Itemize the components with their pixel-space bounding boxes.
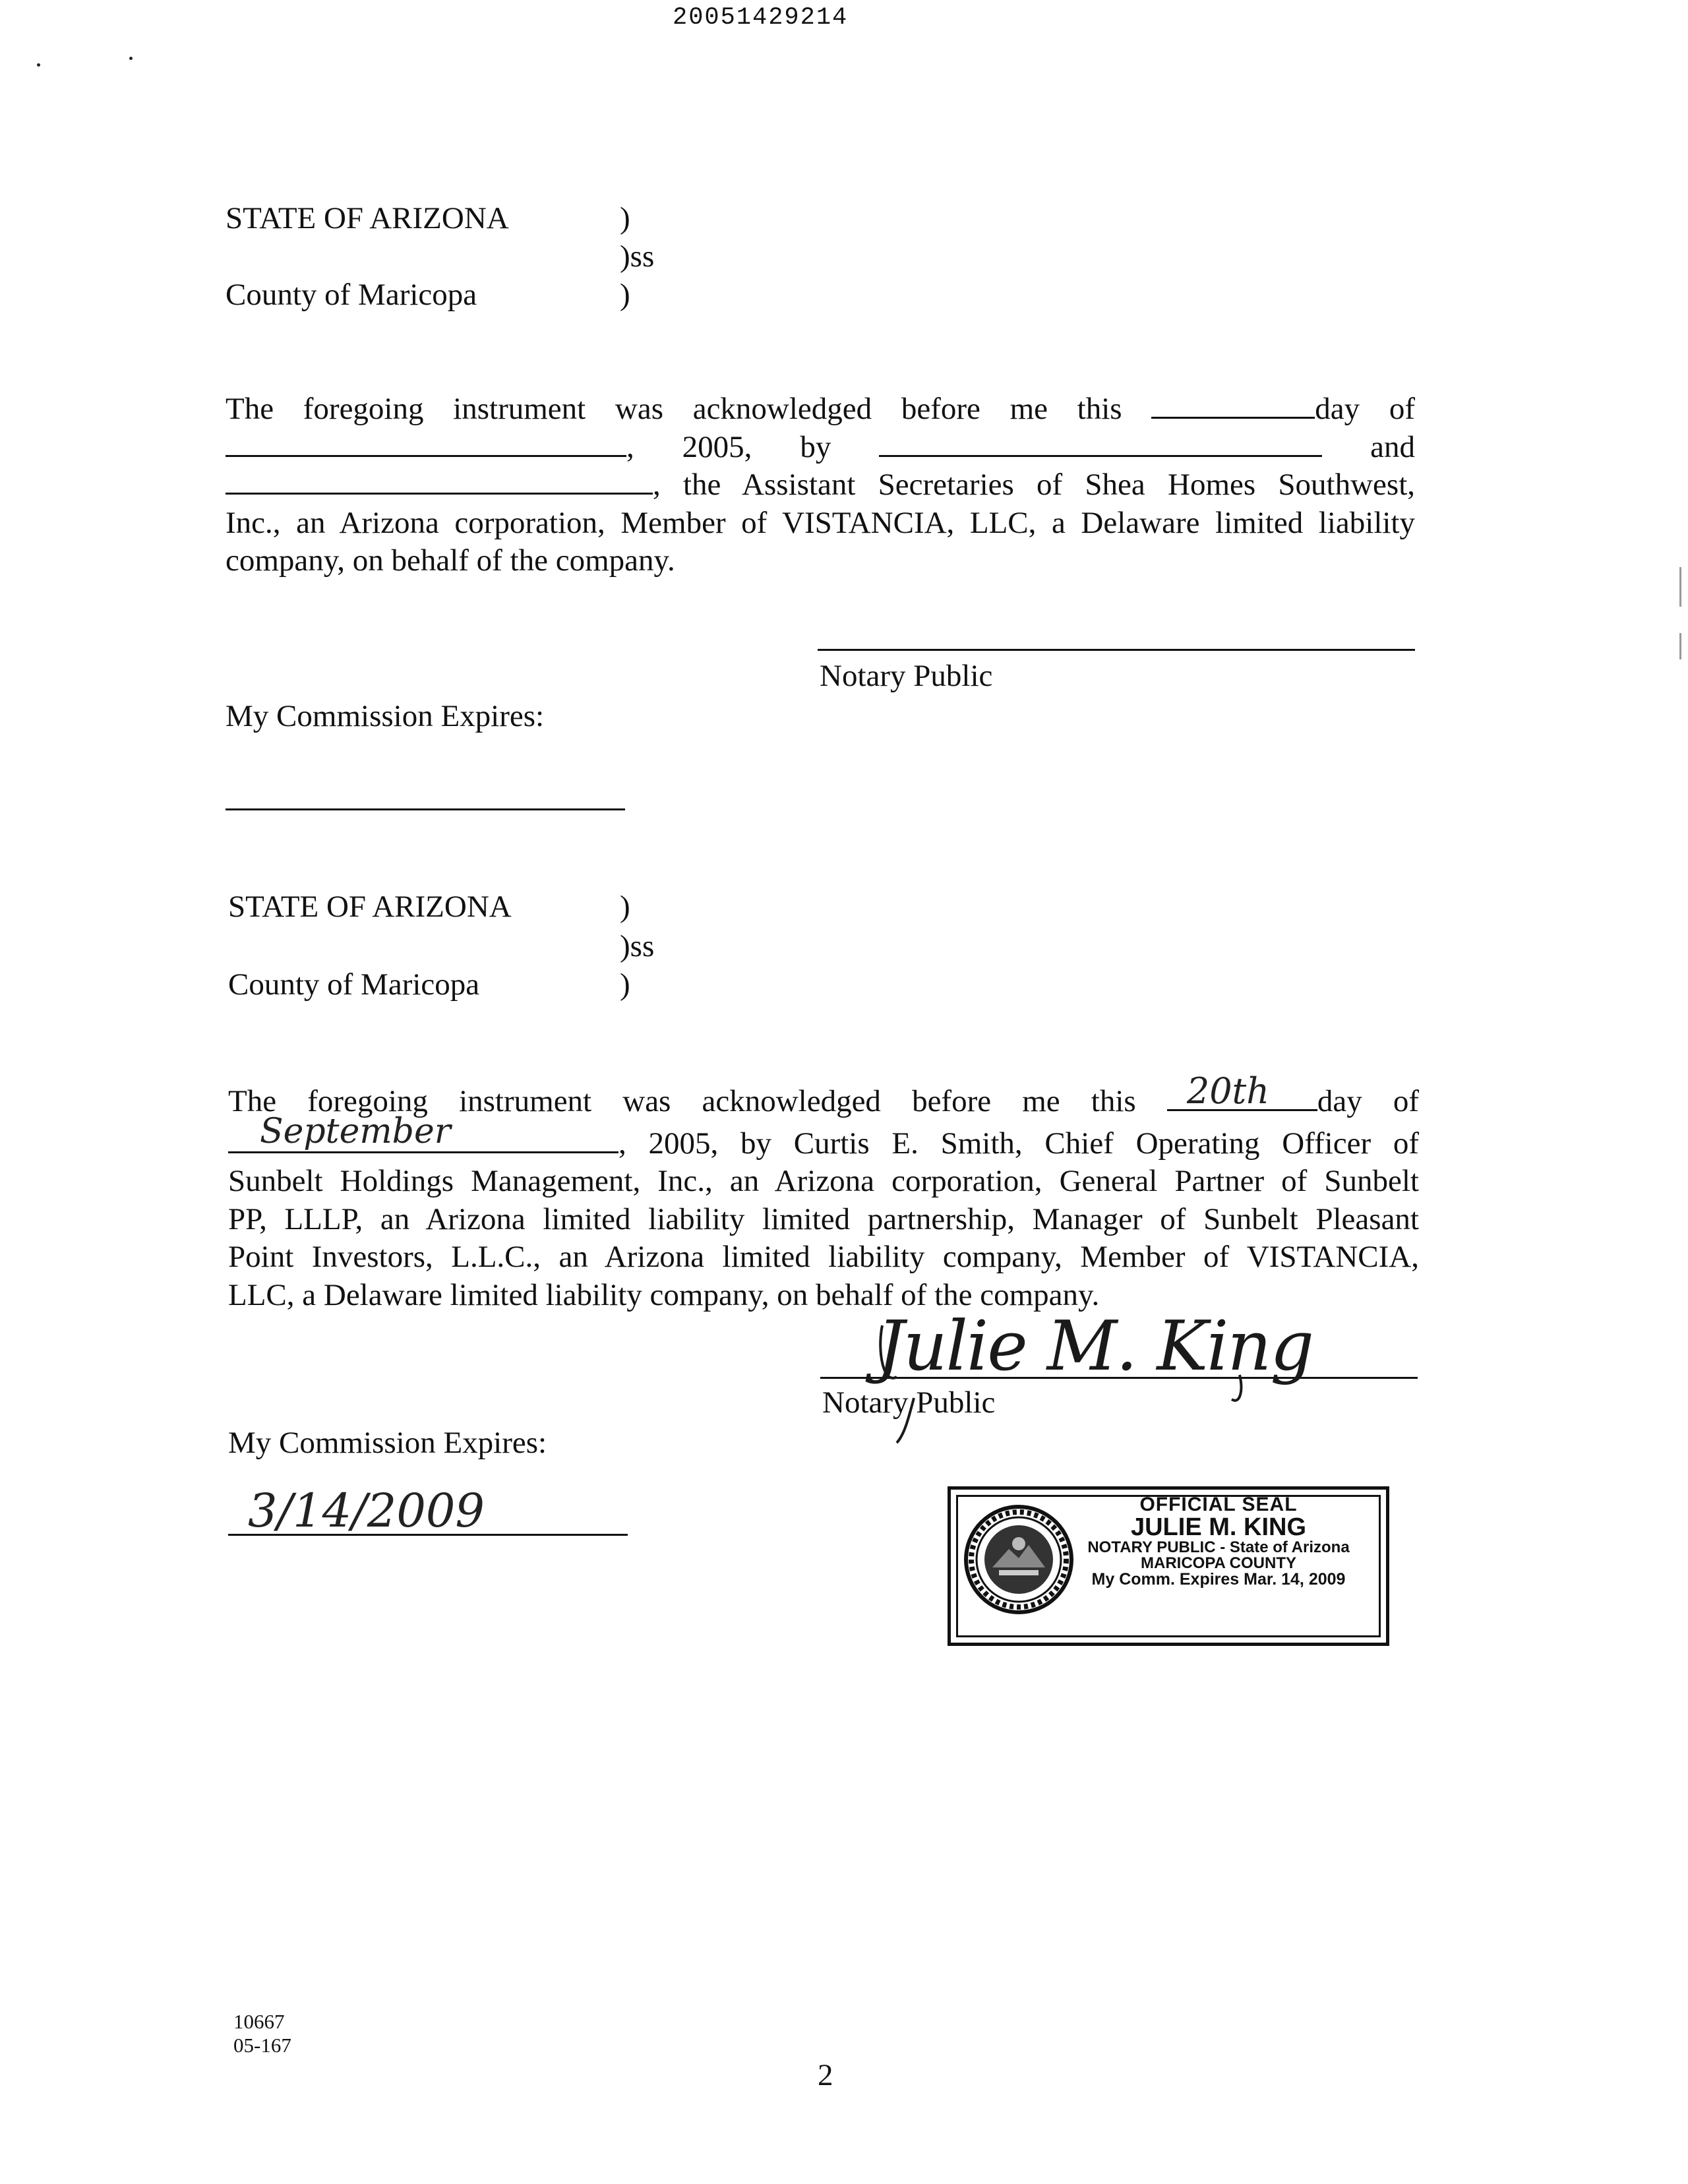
paragraph-line: Point Investors, L.L.C., an Arizona limited liability company, Member of VISTANCIA, — [228, 1240, 1419, 1274]
page-number: 2 — [818, 2058, 833, 2092]
commission-date-line — [226, 808, 625, 810]
stamp-expiration: My Comm. Expires Mar. 14, 2009 — [1091, 1570, 1346, 1589]
venue-paren: ) — [620, 278, 630, 312]
scan-speck — [37, 63, 40, 67]
footer-code: 10667 — [233, 2010, 285, 2033]
blank-day — [1151, 417, 1315, 419]
paragraph-line: LLC, a Delaware limited liability company, on behalf of the company. — [228, 1277, 1100, 1312]
acknowledgment-paragraph-2 — [228, 1070, 1419, 1314]
handwritten-day: 20th — [1186, 1070, 1270, 1112]
venue-paren: ) — [620, 967, 630, 1002]
stamp-county: MARICOPA COUNTY — [1141, 1554, 1296, 1572]
venue-paren: ) — [620, 890, 630, 924]
blank-signer-2 — [226, 493, 653, 495]
acknowledgment-paragraph-1 — [226, 390, 1415, 580]
signature-flourish-icon — [870, 1312, 1279, 1444]
handwritten-commission-date: 3/14/2009 — [248, 1484, 485, 1538]
document-number: 20051429214 — [673, 4, 849, 32]
paragraph-line: , 2005, by and — [226, 429, 1415, 467]
paragraph-line: The foregoing instrument was acknowledged before me this day of — [226, 392, 1416, 426]
county-label: County of Maricopa — [226, 278, 477, 312]
scan-speck — [129, 57, 133, 60]
notary-signature-line — [818, 649, 1415, 651]
stamp-notary-name: JULIE M. KING — [1130, 1513, 1307, 1541]
blank-month — [228, 1111, 618, 1153]
commission-expires-label: My Commission Expires: — [228, 1426, 547, 1460]
state-label: STATE OF ARIZONA — [226, 201, 509, 235]
notary-public-label: Notary Public — [820, 659, 993, 693]
official-notary-seal-stamp — [948, 1486, 1389, 1646]
blank-day — [1167, 1070, 1317, 1112]
stamp-notary-state: NOTARY PUBLIC - State of Arizona — [1087, 1538, 1350, 1556]
paragraph-line: The foregoing instrument was acknowledged before me this 20th day of — [228, 1070, 1419, 1118]
commission-expires-label: My Commission Expires: — [226, 699, 545, 733]
notary-signature: Julie M. King — [877, 1306, 1313, 1386]
state-label: STATE OF ARIZONA — [228, 890, 512, 924]
paragraph-line: Sunbelt Holdings Management, Inc., an Arizona corporation, General Partner of Sunbelt — [228, 1164, 1419, 1198]
paragraph-line: company, on behalf of the company. — [226, 543, 675, 578]
arizona-state-seal-icon — [963, 1502, 1075, 1618]
stamp-text-block — [1073, 1494, 1364, 1588]
scan-edge-mark — [1679, 567, 1681, 607]
stamp-official-seal: OFFICIAL SEAL — [1139, 1494, 1298, 1515]
venue-ss: )ss — [620, 929, 655, 963]
scan-edge-mark — [1679, 633, 1681, 659]
blank-month — [226, 455, 626, 457]
paragraph-line: , the Assistant Secretaries of Shea Homes Southwest, — [226, 466, 1415, 504]
county-label: County of Maricopa — [228, 967, 480, 1002]
paragraph-line: PP, LLLP, an Arizona limited liability limited partnership, Manager of Sunbelt Pleasant — [228, 1201, 1419, 1236]
handwritten-month: September — [260, 1111, 451, 1151]
venue-paren: ) — [620, 201, 630, 235]
venue-ss: )ss — [620, 239, 655, 274]
paragraph-line: Inc., an Arizona corporation, Member of VISTANCIA, LLC, a Delaware limited liability — [226, 505, 1415, 540]
paragraph-line: September , 2005, by Curtis E. Smith, Chief Operating Officer of — [228, 1121, 1419, 1163]
footer-code: 05-167 — [233, 2034, 291, 2057]
blank-signer-1 — [879, 455, 1322, 457]
notary-public-label: Notary Public — [822, 1385, 996, 1420]
